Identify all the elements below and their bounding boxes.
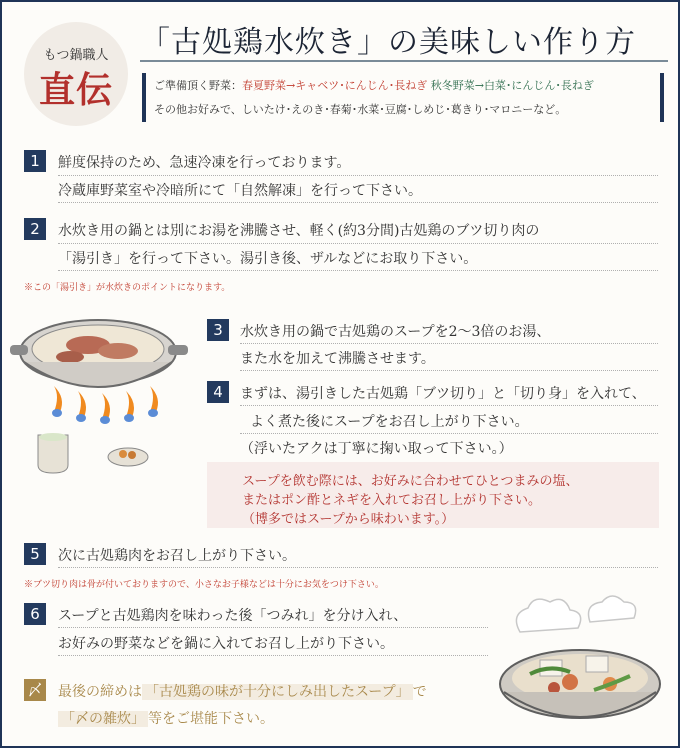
divider	[58, 567, 658, 568]
step-5-badge: 5	[24, 543, 46, 565]
divider	[58, 202, 658, 203]
final-line-1-highlight: 「古処鶏の味が十分にしみ出したスープ」	[142, 684, 413, 700]
title-underline	[140, 60, 668, 62]
prep-vegetables-line	[154, 77, 594, 93]
seal-main-text: 直伝	[38, 69, 113, 111]
finished-hotpot-illustration	[490, 592, 672, 742]
step-1-line-1: 鮮度保持のため、急速冷凍を行っております。	[58, 155, 351, 171]
divider	[58, 175, 658, 176]
final-badge: 〆	[24, 679, 46, 701]
prep-label: ご準備頂く野菜：	[154, 79, 242, 92]
prep-optional-line: その他お好みで、しいたけ･えのき･春菊･水菜･豆腐･しめじ･葛きり･マロニーなど。	[154, 103, 567, 116]
divider	[240, 405, 658, 406]
step-3-line-2: また水を加えて沸騰させます。	[240, 351, 435, 367]
step-4-badge: 4	[207, 381, 229, 403]
prep-right-bar	[660, 73, 664, 122]
bones-note: ※ブツ切り肉は骨が付いておりますので、小さなお子様などは十分にお気をつけ下さい。	[24, 580, 384, 590]
divider	[240, 370, 658, 371]
step-3-badge: 3	[207, 319, 229, 341]
step-2-badge: 2	[24, 218, 46, 240]
autumn-items: 白菜･にんじん･長ねぎ	[483, 79, 594, 92]
step-4-line-1: まずは、湯引きした古処鶏「ブツ切り」と「切り身」を入れて、	[240, 386, 646, 402]
step-3-line-1: 水炊き用の鍋で古処鶏のスープを2〜3倍のお湯、	[240, 324, 551, 340]
soup-tip-line-3: （博多ではスープから味わいます。）	[242, 512, 455, 527]
page-title: 「古処鶏水炊き」の美味しい作り方	[140, 25, 636, 60]
divider	[58, 655, 488, 656]
divider	[58, 270, 658, 271]
autumn-label: 秋冬野菜→	[430, 79, 484, 92]
final-line-1-post: で	[412, 684, 427, 700]
step-2-line-2: 「湯引き」を行って下さい。湯引き後、ザルなどにお取り下さい。	[58, 251, 478, 267]
summer-label: 春夏野菜→	[242, 79, 296, 92]
divider	[58, 243, 658, 244]
seal-top-text: もつ鍋職人	[43, 48, 109, 63]
step-6-badge: 6	[24, 603, 46, 625]
hotpot-illustration	[10, 307, 190, 482]
divider	[240, 433, 658, 434]
step-6-line-1: スープと古処鶏肉を味わった後「つみれ」を分け入れ、	[58, 608, 408, 624]
step-1-line-2: 冷蔵庫野菜室や冷暗所にて「自然解凍」を行って下さい。	[58, 183, 422, 199]
summer-items: キャベツ･にんじん･長ねぎ	[295, 79, 428, 92]
step-4-line-2: よく煮た後にスープをお召し上がり下さい。	[250, 414, 529, 430]
step-1-badge: 1	[24, 150, 46, 172]
step-2-line-1: 水炊き用の鍋とは別にお湯を沸騰させ、軽く(約3分間)古処鶏のブツ切り肉の	[58, 223, 540, 239]
soup-tip-line-2: またはポン酢とネギを入れてお召し上がり下さい。	[242, 493, 542, 508]
final-line-2-post: 等をご堪能下さい。	[148, 711, 274, 727]
step-4-line-3: （浮いたアクは丁寧に掬い取って下さい。）	[240, 441, 513, 457]
yubiki-note: ※この「湯引き」が水炊きのポイントになります。	[24, 283, 231, 293]
final-line-2	[58, 708, 274, 728]
divider	[240, 343, 658, 344]
divider	[58, 627, 488, 628]
step-5-line-1: 次に古処鶏肉をお召し上がり下さい。	[58, 548, 296, 564]
final-line-1	[58, 681, 427, 701]
final-line-1-pre: 最後の締めは	[58, 684, 142, 700]
soup-tip-line-1: スープを飲む際には、お好みに合わせてひとつまみの塩、	[242, 474, 579, 489]
step-6-line-2: お好みの野菜などを鍋に入れてお召し上がり下さい。	[58, 636, 394, 652]
final-line-2-highlight: 「〆の雑炊」	[58, 711, 148, 727]
prep-left-bar	[142, 73, 146, 122]
